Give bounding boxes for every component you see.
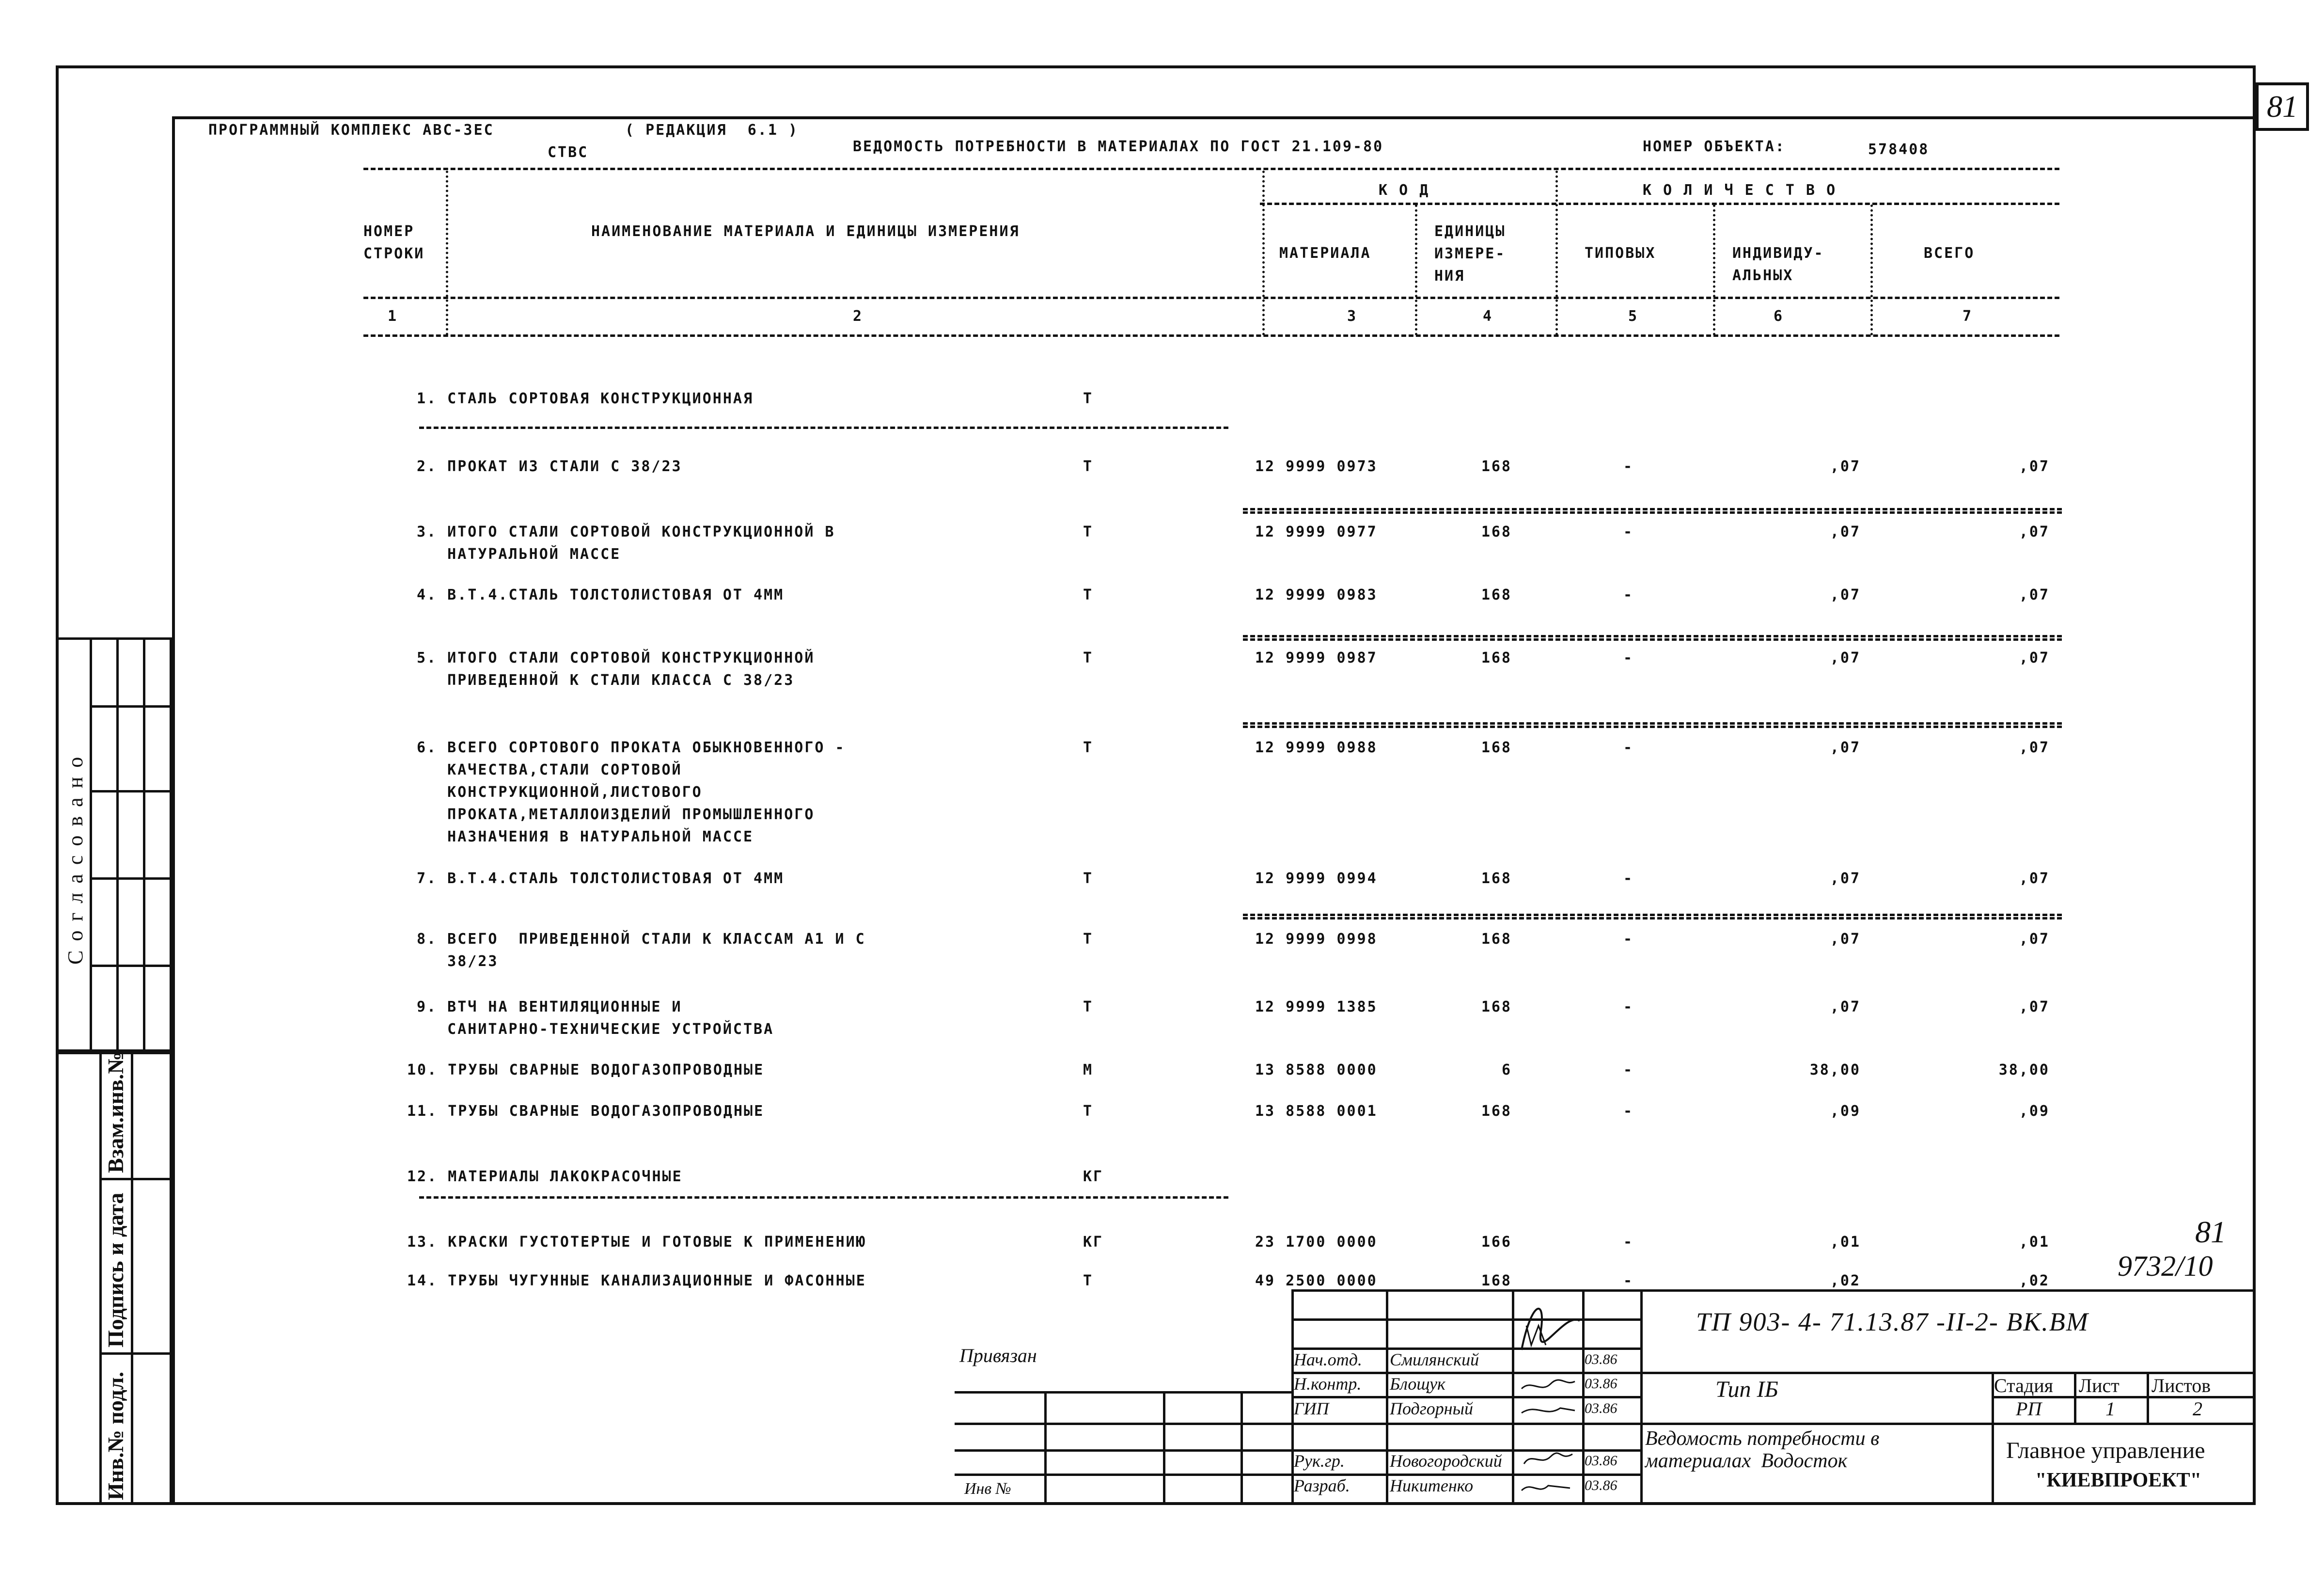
qty-individual: ,07 <box>1830 650 1861 666</box>
col-sep-3 <box>1415 205 1417 335</box>
inv-orig-label: Инв.№ подл. <box>103 1371 128 1500</box>
sign-date-label: Подпись и дата <box>103 1192 128 1347</box>
qty-typical: - <box>1623 931 1634 948</box>
qty-total: ,07 <box>2019 650 2050 666</box>
material-unit: Т <box>1083 458 1094 475</box>
total-separator-3 <box>1243 508 2062 514</box>
qty-typical: - <box>1623 1062 1634 1078</box>
qty-typical: - <box>1623 586 1634 603</box>
col-sep-2 <box>1262 171 1265 335</box>
staff-date: 03.86 <box>1585 1376 1617 1392</box>
inventory-strip-h1 <box>99 1178 172 1180</box>
qty-individual: ,07 <box>1830 870 1861 887</box>
staff-role: Рук.гр. <box>1294 1451 1345 1471</box>
unit-code: 168 <box>1481 998 1512 1015</box>
col-qty-individual: ИНДИВИДУ- АЛЬНЫХ <box>1732 245 1824 284</box>
qty-total: ,07 <box>2019 458 2050 475</box>
tb-v1 <box>1386 1289 1388 1505</box>
inv-number-label: Инв № <box>964 1480 1011 1498</box>
qty-individual: ,07 <box>1830 458 1861 475</box>
qty-individual: 38,00 <box>1809 1062 1861 1078</box>
qty-individual: ,07 <box>1830 586 1861 603</box>
staff-date: 03.86 <box>1585 1351 1617 1367</box>
material-code: 12 9999 1385 <box>1255 998 1378 1015</box>
material-code: 23 1700 0000 <box>1255 1234 1378 1251</box>
unit-code: 168 <box>1481 870 1512 887</box>
material-name: 13. КРАСКИ ГУСТОТЕРТЫЕ И ГОТОВЫЕ К ПРИМЕНЕНИЮ <box>407 1234 866 1251</box>
material-name: 11. ТРУБЫ СВАРНЫЕ ВОДОГАЗОПРОВОДНЫЕ <box>407 1103 765 1120</box>
staff-date: 03.86 <box>1585 1477 1617 1493</box>
material-unit: КГ <box>1083 1168 1104 1185</box>
qty-total: ,07 <box>2019 870 2050 887</box>
total-separator-8 <box>1243 914 2062 919</box>
material-name: 10. ТРУБЫ СВАРНЫЕ ВОДОГАЗОПРОВОДНЫЕ <box>407 1062 765 1078</box>
material-name: 2. ПРОКАТ ИЗ СТАЛИ С 38/23 <box>417 458 682 475</box>
col-row-no: НОМЕР СТРОКИ <box>363 223 425 262</box>
material-name: 6. ВСЕГО СОРТОВОГО ПРОКАТА ОБЫКНОВЕННОГО - КАЧЕСТВА,СТАЛИ СОРТОВОЙ КОНСТРУКЦИОННОЙ,ЛИСТОВОГО ПРОКАТА,МЕТАЛЛОИЗДЕЛИЙ ПРОМЫШЛЕННОГО НАЗНАЧЕНИЯ В НАТУРАЛЬНОЙ МАССЕ <box>417 739 846 845</box>
attach-v3 <box>1241 1391 1243 1505</box>
material-code: 12 9999 0973 <box>1255 458 1378 475</box>
col-name: НАИМЕНОВАНИЕ МАТЕРИАЛА И ЕДИНИЦЫ ИЗМЕРЕНИЯ <box>591 223 1020 240</box>
qty-total: ,01 <box>2019 1234 2050 1251</box>
col-code-material: МАТЕРИАЛА <box>1279 245 1371 262</box>
stage-value: РП <box>2016 1398 2042 1420</box>
attach-h2 <box>955 1423 1294 1425</box>
material-code: 12 9999 0998 <box>1255 931 1378 948</box>
agreed-label: С о г л а с о в а н о <box>63 755 87 965</box>
material-name: 5. ИТОГО СТАЛИ СОРТОВОЙ КОНСТРУКЦИОННОЙ ПРИВЕДЕННОЙ К СТАЛИ КЛАССА С 38/23 <box>417 650 815 689</box>
material-code: 49 2500 0000 <box>1255 1272 1378 1289</box>
material-code: 12 9999 0987 <box>1255 650 1378 666</box>
agreed-strip-line-2 <box>116 637 119 1052</box>
tb-h4 <box>1291 1423 2256 1425</box>
org-line-1: Главное управление <box>2006 1438 2205 1463</box>
signature-4 <box>1524 1453 1572 1464</box>
agreed-strip-h1 <box>90 705 172 708</box>
material-unit: Т <box>1083 523 1094 540</box>
material-code: 12 9999 0988 <box>1255 739 1378 756</box>
staff-role: Н.контр. <box>1294 1374 1362 1394</box>
col-number-7: 7 <box>1963 308 1973 325</box>
material-unit: КГ <box>1083 1234 1104 1251</box>
attached-label: Привязан <box>959 1345 1037 1366</box>
material-code: 12 9999 0983 <box>1255 586 1378 603</box>
inventory-strip-line-1 <box>99 1052 102 1505</box>
sheet-description: Ведомость потребности в материалах Водосток <box>1645 1427 1880 1472</box>
material-code: 12 9999 0977 <box>1255 523 1378 540</box>
object-label: НОМЕР ОБЪЕКТА: <box>1643 138 1786 155</box>
col-sep-5 <box>1713 205 1715 335</box>
tb-v4 <box>1640 1289 1643 1505</box>
qty-total: ,07 <box>2019 739 2050 756</box>
header-rule-bottom <box>363 297 2059 299</box>
qty-total: ,09 <box>2019 1103 2050 1120</box>
qty-total: ,07 <box>2019 931 2050 948</box>
col-qty-group: К О Л И Ч Е С Т В О <box>1643 182 1837 199</box>
unit-code: 168 <box>1481 523 1512 540</box>
qty-typical: - <box>1623 458 1634 475</box>
staff-role: Разраб. <box>1294 1476 1350 1495</box>
qty-total: ,07 <box>2019 998 2050 1015</box>
qty-individual: ,07 <box>1830 739 1861 756</box>
inventory-strip-h2 <box>99 1352 172 1355</box>
type-label: Тип IБ <box>1715 1377 1778 1402</box>
qty-individual: ,09 <box>1830 1103 1861 1120</box>
sheets-value: 2 <box>2193 1398 2202 1420</box>
object-number: 578408 <box>1868 141 1930 158</box>
material-name: 7. В.Т.4.СТАЛЬ ТОЛСТОЛИСТОВАЯ ОТ 4ММ <box>417 870 785 887</box>
material-unit: Т <box>1083 586 1094 603</box>
qty-total: ,07 <box>2019 523 2050 540</box>
unit-code: 6 <box>1501 1062 1512 1078</box>
material-name: 14. ТРУБЫ ЧУГУННЫЕ КАНАЛИЗАЦИОННЫЕ И ФАСОННЫЕ <box>407 1272 866 1289</box>
material-unit: Т <box>1083 1272 1094 1289</box>
archive-number: 9732/10 <box>2118 1250 2213 1282</box>
staff-role: ГИП <box>1294 1399 1329 1418</box>
col-number-4: 4 <box>1483 308 1493 325</box>
inventory-strip-line-2 <box>131 1052 133 1505</box>
edition: ( РЕДАКЦИЯ 6.1 ) <box>625 122 799 139</box>
material-unit: Т <box>1083 870 1094 887</box>
col-number-5: 5 <box>1628 308 1639 325</box>
qty-typical: - <box>1623 1103 1634 1120</box>
signature-2 <box>1522 1380 1575 1389</box>
col-number-1: 1 <box>388 308 398 325</box>
attach-h1 <box>955 1391 1294 1394</box>
qty-typical: - <box>1623 523 1634 540</box>
total-separator-6 <box>1243 722 2062 728</box>
material-name: 3. ИТОГО СТАЛИ СОРТОВОЙ КОНСТРУКЦИОННОЙ В НАТУРАЛЬНОЙ МАССЕ <box>417 523 835 563</box>
attach-v2 <box>1163 1391 1165 1505</box>
staff-role: Нач.отд. <box>1294 1350 1362 1369</box>
unit-code: 168 <box>1481 1272 1512 1289</box>
qty-individual: ,07 <box>1830 998 1861 1015</box>
staff-name: Подгорный <box>1390 1399 1474 1418</box>
unit-code: 168 <box>1481 1103 1512 1120</box>
header-rule-top <box>363 168 2059 170</box>
material-unit: Т <box>1083 998 1094 1015</box>
material-name: 4. В.Т.4.СТАЛЬ ТОЛСТОЛИСТОВАЯ ОТ 4ММ <box>417 586 785 603</box>
qty-total: 38,00 <box>1998 1062 2050 1078</box>
replace-inv-label: Взам.инв.№ <box>103 1051 128 1173</box>
material-unit: Т <box>1083 650 1094 666</box>
signature-3 <box>1522 1408 1575 1413</box>
program-name: ПРОГРАММНЫЙ КОМПЛЕКС АВС-ЗЕС <box>208 122 494 139</box>
material-unit: Т <box>1083 931 1094 948</box>
org-code: СТВС <box>548 144 589 161</box>
col-number-2: 2 <box>853 308 864 325</box>
material-code: 12 9999 0994 <box>1255 870 1378 887</box>
sheet-corner-number: 81 <box>2256 82 2309 131</box>
material-code: 13 8588 0000 <box>1255 1062 1378 1078</box>
material-code: 13 8588 0001 <box>1255 1103 1378 1120</box>
sheets-label: Листов <box>2151 1375 2211 1396</box>
group-underline-1 <box>419 427 1228 429</box>
attach-h4 <box>955 1474 1294 1476</box>
col-sep-1 <box>446 171 448 335</box>
staff-date: 03.86 <box>1585 1400 1617 1416</box>
qty-total: ,07 <box>2019 586 2050 603</box>
material-name: 12. МАТЕРИАЛЫ ЛАКОКРАСОЧНЫЕ <box>407 1168 683 1185</box>
document-title: ВЕДОМОСТЬ ПОТРЕБНОСТИ В МАТЕРИАЛАХ ПО ГОСТ 21.109-80 <box>853 138 1384 155</box>
document-code: ТП 903- 4- 71.13.87 -II-2- ВК.ВМ <box>1696 1307 2089 1336</box>
material-unit: М <box>1083 1062 1094 1078</box>
col-number-6: 6 <box>1774 308 1784 325</box>
qty-individual: ,07 <box>1830 931 1861 948</box>
unit-code: 168 <box>1481 586 1512 603</box>
agreed-strip-h2 <box>90 790 172 792</box>
material-unit: Т <box>1083 390 1094 407</box>
material-name: 8. ВСЕГО ПРИВЕДЕННОЙ СТАЛИ К КЛАССАМ А1 И С 38/23 <box>417 931 866 970</box>
material-name: 9. ВТЧ НА ВЕНТИЛЯЦИОННЫЕ И САНИТАРНО-ТЕХНИЧЕСКИЕ УСТРОЙСТВА <box>417 998 774 1038</box>
col-sep-6 <box>1870 205 1873 335</box>
col-code-unit: ЕДИНИЦЫ ИЗМЕРЕ- НИЯ <box>1434 223 1506 285</box>
unit-code: 168 <box>1481 739 1512 756</box>
attach-v1 <box>1044 1391 1047 1505</box>
attach-h3 <box>955 1449 1294 1452</box>
qty-typical: - <box>1623 998 1634 1015</box>
staff-name: Новогородский <box>1390 1451 1502 1471</box>
agreed-strip-line-3 <box>143 637 145 1052</box>
qty-individual: ,02 <box>1830 1272 1861 1289</box>
staff-name: Никитенко <box>1390 1476 1474 1495</box>
col-code-group: К О Д <box>1379 182 1430 199</box>
sheet-label: Лист <box>2079 1375 2120 1396</box>
org-line-2: "КИЕВПРОЕКТ" <box>2035 1469 2202 1491</box>
header-rule-numbers <box>363 334 2059 337</box>
col-sep-4 <box>1555 171 1558 335</box>
total-separator-5 <box>1243 635 2062 641</box>
unit-code: 168 <box>1481 931 1512 948</box>
qty-individual: ,07 <box>1830 523 1861 540</box>
material-unit: Т <box>1083 739 1094 756</box>
qty-total: ,02 <box>2019 1272 2050 1289</box>
unit-code: 168 <box>1481 650 1512 666</box>
group-underline-12 <box>419 1196 1228 1199</box>
agreed-strip-line-1 <box>90 637 92 1052</box>
staff-name: Блощук <box>1390 1374 1445 1394</box>
staff-name: Смилянский <box>1390 1350 1479 1369</box>
unit-code: 168 <box>1481 458 1512 475</box>
qty-typical: - <box>1623 650 1634 666</box>
agreed-strip-h3 <box>90 877 172 880</box>
qty-typical: - <box>1623 870 1634 887</box>
unit-code: 166 <box>1481 1234 1512 1251</box>
col-qty-typical: ТИПОВЫХ <box>1585 245 1656 262</box>
material-name: 1. СТАЛЬ СОРТОВАЯ КОНСТРУКЦИОННАЯ <box>417 390 754 407</box>
qty-typical: - <box>1623 1234 1634 1251</box>
material-unit: Т <box>1083 1103 1094 1120</box>
qty-individual: ,01 <box>1830 1234 1861 1251</box>
signatures-graphic <box>1512 1292 1589 1505</box>
agreed-strip-h4 <box>90 965 172 967</box>
signature-5 <box>1522 1486 1570 1490</box>
stage-label: Стадия <box>1994 1375 2054 1396</box>
col-qty-total: ВСЕГО <box>1924 245 1975 262</box>
sheet-note: 81 <box>2195 1215 2226 1249</box>
staff-date: 03.86 <box>1585 1453 1617 1469</box>
col-number-3: 3 <box>1347 308 1358 325</box>
sheet-value: 1 <box>2105 1398 2115 1420</box>
qty-typical: - <box>1623 739 1634 756</box>
header-rule-mid <box>1260 203 2059 205</box>
qty-typical: - <box>1623 1272 1634 1289</box>
